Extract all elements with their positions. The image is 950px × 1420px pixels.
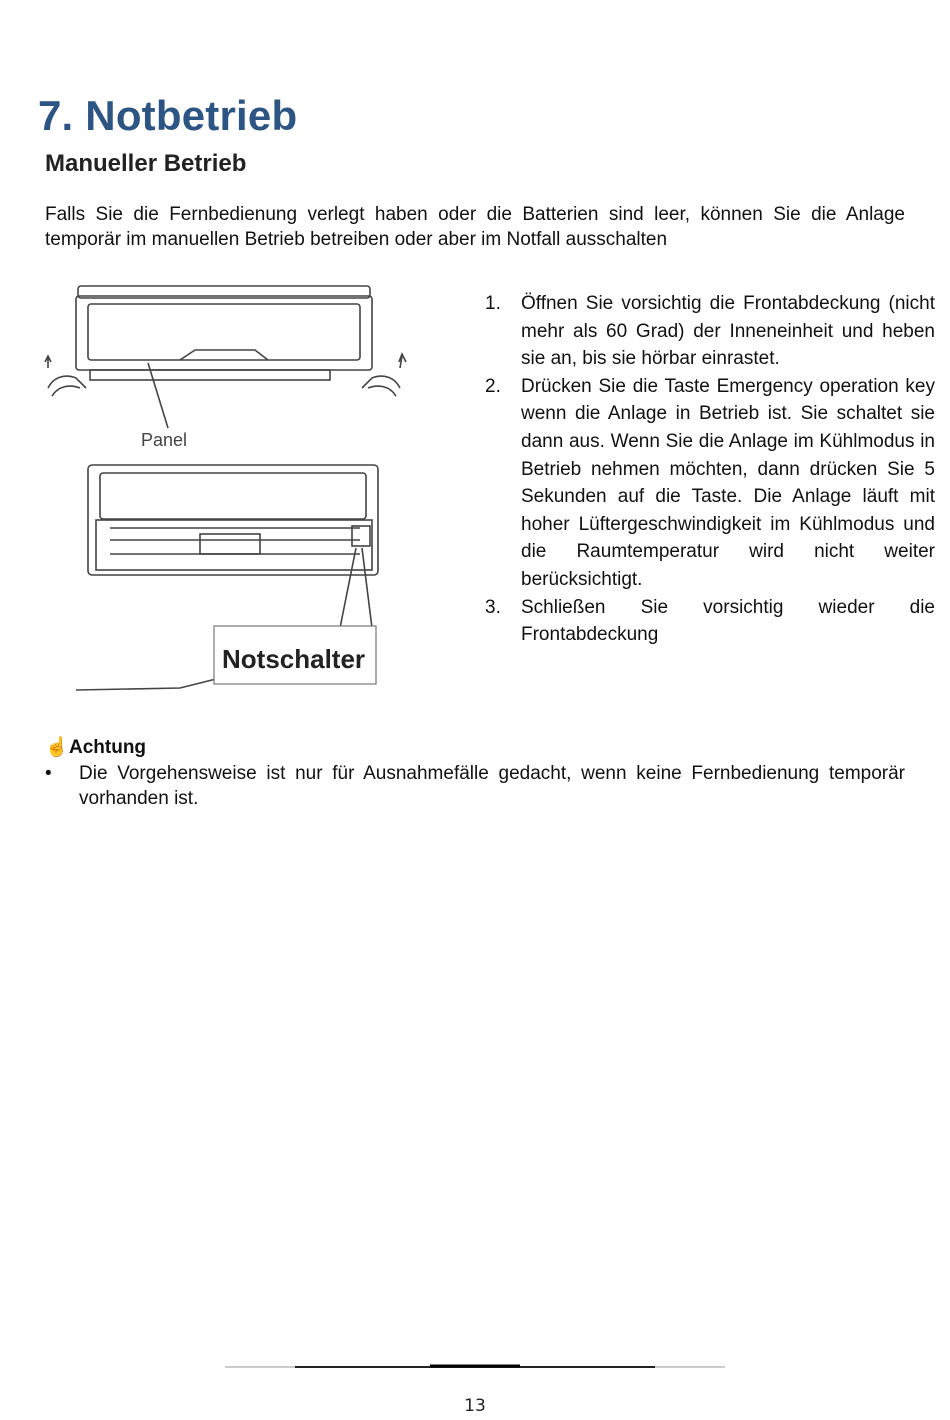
footer-rule xyxy=(225,1364,725,1370)
intro-paragraph: Falls Sie die Fernbedienung verlegt haben oder die Batterien sind leer, können Sie die Anlage temporär im manuellen Betrieb betreiben oder aber im Notfall ausschalten xyxy=(45,204,905,250)
section-title: Manueller Betrieb xyxy=(45,150,247,177)
panel-label: Panel xyxy=(141,430,188,450)
step-item xyxy=(485,594,935,649)
note-text: Die Vorgehensweise ist nur für Ausnahmefälle gedacht, wenn keine Fernbedienung temporär vorhanden ist. xyxy=(79,763,905,809)
chapter-title: 7. Notbetrieb xyxy=(38,92,298,139)
indoor-unit-figure xyxy=(40,278,420,698)
page-number: 13 xyxy=(464,1396,486,1416)
bullet-icon: • xyxy=(45,763,52,784)
notschalter-label: Notschalter xyxy=(222,644,366,674)
step-number: 1. xyxy=(485,293,501,314)
step-item xyxy=(485,373,935,594)
step-number: 3. xyxy=(485,596,501,618)
step-item xyxy=(485,290,935,373)
step-text: Drücken Sie die Taste Emergency operation key wenn die Anlage in Betrieb ist. Sie schaltet sie dann aus. Wenn Sie die Anlage im Kühlmodus in Betrieb nehmen möchten, dann drücken Sie 5 Sekunden auf die Taste. Die Anlage läuft mit hoher Lüftergeschwindigkeit im Kühlmodus und die Raumtemperatur wird nicht weiter berücksichtigt. xyxy=(521,375,935,590)
step-text: Öffnen Sie vorsichtig die Frontabdeckung (nicht mehr als 60 Grad) der Inneneinheit und heben sie an, bis sie hörbar einrastet. xyxy=(521,293,935,370)
step-list xyxy=(485,290,935,649)
note-bullet-item xyxy=(45,762,905,811)
step-number: 2. xyxy=(485,375,501,397)
note-heading xyxy=(45,735,146,759)
pointing-hand-icon: ☝ xyxy=(45,737,69,758)
note-title: Achtung xyxy=(69,737,147,758)
indoor-unit-illustration xyxy=(40,278,420,698)
step-text: Schließen Sie vorsichtig wieder die Frontabdeckung xyxy=(521,596,935,646)
